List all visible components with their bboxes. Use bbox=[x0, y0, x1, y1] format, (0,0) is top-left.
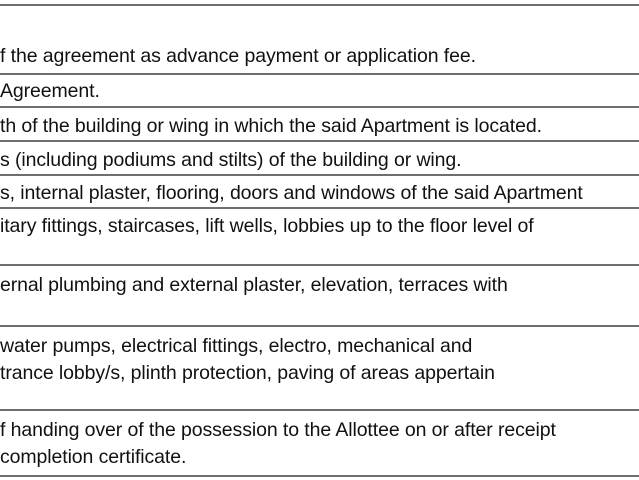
table-row-border bbox=[0, 174, 639, 176]
table-row-border bbox=[0, 325, 639, 327]
table-row-text: Agreement. bbox=[0, 80, 100, 102]
table-row-border bbox=[0, 106, 639, 108]
table-row-text: s, internal plaster, flooring, doors and windows of the said Apartment bbox=[0, 182, 583, 204]
table-row-border bbox=[0, 207, 639, 209]
table-row-border bbox=[0, 409, 639, 411]
table-row-text: s (including podiums and stilts) of the building or wing. bbox=[0, 149, 462, 171]
table-row-text: completion certificate. bbox=[0, 446, 187, 468]
table-row-border bbox=[0, 264, 639, 266]
table-row-text: f the agreement as advance payment or application fee. bbox=[0, 45, 476, 67]
table-row-text: f handing over of the possession to the Allottee on or after receipt bbox=[0, 419, 556, 441]
table-row-border bbox=[0, 475, 639, 477]
table-row-text: itary fittings, staircases, lift wells, lobbies up to the floor level of bbox=[0, 215, 534, 237]
table-row-border bbox=[0, 140, 639, 142]
table-row-border bbox=[0, 73, 639, 75]
table-row-text: th of the building or wing in which the said Apartment is located. bbox=[0, 115, 542, 137]
table-row-text: trance lobby/s, plinth protection, paving of areas appertain bbox=[0, 362, 495, 384]
table-row-border bbox=[0, 4, 639, 6]
table-row-text: ernal plumbing and external plaster, elevation, terraces with bbox=[0, 274, 508, 296]
table-row-text: water pumps, electrical fittings, electro, mechanical and bbox=[0, 335, 473, 357]
